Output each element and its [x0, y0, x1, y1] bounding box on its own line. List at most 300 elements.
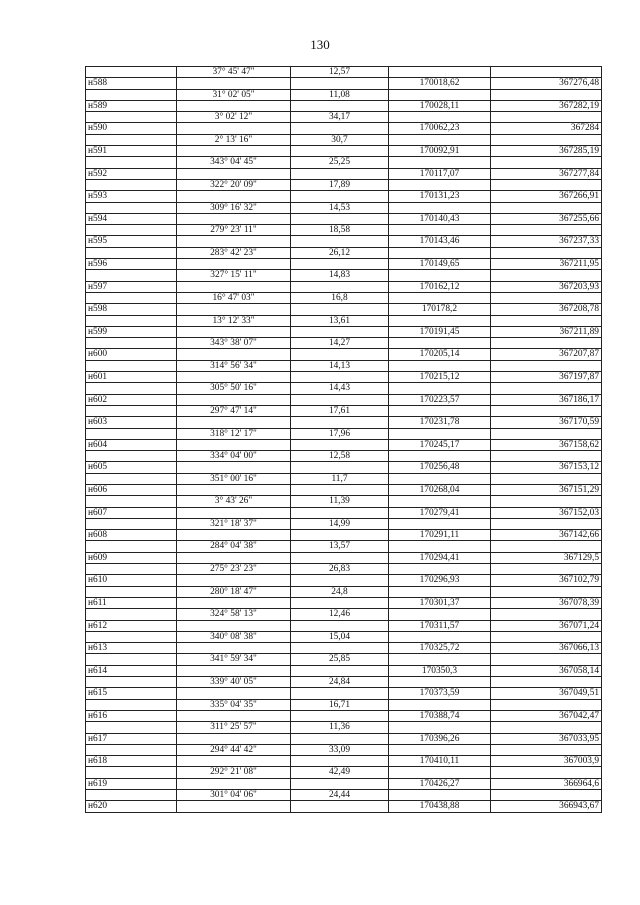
direction-angle-cell — [177, 78, 291, 89]
x-coordinate-cell: 170294,41 — [389, 552, 491, 563]
x-coordinate-cell — [389, 790, 491, 801]
y-coordinate-cell: 367066,13 — [491, 643, 602, 654]
direction-angle-cell — [177, 100, 291, 111]
x-coordinate-cell: 170149,65 — [389, 259, 491, 270]
table-row — [86, 767, 602, 778]
distance-cell: 42,49 — [291, 767, 389, 778]
point-id-cell: н595 — [86, 236, 177, 247]
table-row — [86, 372, 602, 383]
y-coordinate-cell — [491, 360, 602, 371]
x-coordinate-cell — [389, 179, 491, 190]
direction-angle-cell — [177, 643, 291, 654]
x-coordinate-cell — [389, 292, 491, 303]
point-id-cell — [86, 767, 177, 778]
point-id-cell: н590 — [86, 123, 177, 134]
distance-cell: 11,39 — [291, 496, 389, 507]
table-row — [86, 292, 602, 303]
table-row — [86, 530, 602, 541]
y-coordinate-cell — [491, 609, 602, 620]
y-coordinate-cell — [491, 744, 602, 755]
point-id-cell — [86, 360, 177, 371]
y-coordinate-cell — [491, 677, 602, 688]
y-coordinate-cell — [491, 225, 602, 236]
direction-angle-cell — [177, 756, 291, 767]
point-id-cell — [86, 631, 177, 642]
distance-cell — [291, 168, 389, 179]
x-coordinate-cell: 170311,57 — [389, 620, 491, 631]
x-coordinate-cell — [389, 315, 491, 326]
table-row — [86, 744, 602, 755]
point-id-cell: н618 — [86, 756, 177, 767]
table-row — [86, 236, 602, 247]
x-coordinate-cell — [389, 496, 491, 507]
point-id-cell — [86, 89, 177, 100]
table-row — [86, 146, 602, 157]
point-id-cell — [86, 202, 177, 213]
distance-cell: 33,09 — [291, 744, 389, 755]
y-coordinate-cell — [491, 383, 602, 394]
direction-angle-cell — [177, 778, 291, 789]
point-id-cell — [86, 112, 177, 123]
point-id-cell: н616 — [86, 710, 177, 721]
direction-angle-cell — [177, 530, 291, 541]
distance-cell — [291, 710, 389, 721]
y-coordinate-cell: 367129,5 — [491, 552, 602, 563]
direction-angle-cell: 318° 12' 17" — [177, 428, 291, 439]
distance-cell: 14,83 — [291, 270, 389, 281]
point-id-cell: н614 — [86, 665, 177, 676]
direction-angle-cell: 314° 56' 34" — [177, 360, 291, 371]
y-coordinate-cell: 367151,29 — [491, 484, 602, 495]
table-row — [86, 801, 602, 812]
direction-angle-cell — [177, 146, 291, 157]
coordinates-table — [85, 66, 602, 813]
direction-angle-cell — [177, 349, 291, 360]
table-row — [86, 643, 602, 654]
table-row — [86, 733, 602, 744]
distance-cell: 13,61 — [291, 315, 389, 326]
table-row — [86, 259, 602, 270]
distance-cell — [291, 484, 389, 495]
y-coordinate-cell: 367285,19 — [491, 146, 602, 157]
point-id-cell: н589 — [86, 100, 177, 111]
y-coordinate-cell — [491, 654, 602, 665]
point-id-cell — [86, 134, 177, 145]
table-row — [86, 620, 602, 631]
distance-cell — [291, 462, 389, 473]
x-coordinate-cell: 170410,11 — [389, 756, 491, 767]
distance-cell — [291, 326, 389, 337]
x-coordinate-cell: 170256,48 — [389, 462, 491, 473]
point-id-cell — [86, 225, 177, 236]
direction-angle-cell — [177, 462, 291, 473]
table-row — [86, 213, 602, 224]
x-coordinate-cell: 170438,88 — [389, 801, 491, 812]
point-id-cell — [86, 744, 177, 755]
direction-angle-cell — [177, 439, 291, 450]
point-id-cell: н588 — [86, 78, 177, 89]
y-coordinate-cell: 367153,12 — [491, 462, 602, 473]
y-coordinate-cell: 367208,78 — [491, 304, 602, 315]
y-coordinate-cell: 367207,87 — [491, 349, 602, 360]
x-coordinate-cell: 170223,57 — [389, 394, 491, 405]
distance-cell: 14,53 — [291, 202, 389, 213]
table-row — [86, 564, 602, 575]
table-row — [86, 552, 602, 563]
x-coordinate-cell — [389, 225, 491, 236]
table-row — [86, 394, 602, 405]
distance-cell — [291, 801, 389, 812]
y-coordinate-cell — [491, 473, 602, 484]
table-row — [86, 78, 602, 89]
y-coordinate-cell — [491, 179, 602, 190]
point-id-cell: н593 — [86, 191, 177, 202]
table-row — [86, 790, 602, 801]
y-coordinate-cell: 367170,59 — [491, 417, 602, 428]
x-coordinate-cell: 170245,17 — [389, 439, 491, 450]
direction-angle-cell: 31° 02' 05" — [177, 89, 291, 100]
table-row — [86, 609, 602, 620]
point-id-cell — [86, 383, 177, 394]
x-coordinate-cell: 170388,74 — [389, 710, 491, 721]
table-row — [86, 112, 602, 123]
x-coordinate-cell — [389, 631, 491, 642]
distance-cell: 24,84 — [291, 677, 389, 688]
y-coordinate-cell — [491, 496, 602, 507]
point-id-cell — [86, 405, 177, 416]
point-id-cell — [86, 586, 177, 597]
x-coordinate-cell — [389, 157, 491, 168]
point-id-cell — [86, 609, 177, 620]
x-coordinate-cell — [389, 609, 491, 620]
direction-angle-cell — [177, 372, 291, 383]
point-id-cell: н601 — [86, 372, 177, 383]
point-id-cell: н613 — [86, 643, 177, 654]
x-coordinate-cell: 170178,2 — [389, 304, 491, 315]
distance-cell — [291, 349, 389, 360]
direction-angle-cell — [177, 191, 291, 202]
y-coordinate-cell: 367071,24 — [491, 620, 602, 631]
x-coordinate-cell: 170117,07 — [389, 168, 491, 179]
point-id-cell: н592 — [86, 168, 177, 179]
point-id-cell: н599 — [86, 326, 177, 337]
direction-angle-cell: 292° 21' 08" — [177, 767, 291, 778]
table-row — [86, 778, 602, 789]
y-coordinate-cell: 366943,67 — [491, 801, 602, 812]
table-row — [86, 462, 602, 473]
table-row — [86, 405, 602, 416]
x-coordinate-cell: 170426,27 — [389, 778, 491, 789]
distance-cell: 13,57 — [291, 541, 389, 552]
direction-angle-cell — [177, 326, 291, 337]
point-id-cell: н600 — [86, 349, 177, 360]
direction-angle-cell: 280° 18' 47" — [177, 586, 291, 597]
y-coordinate-cell — [491, 247, 602, 258]
y-coordinate-cell — [491, 315, 602, 326]
x-coordinate-cell — [389, 586, 491, 597]
x-coordinate-cell — [389, 518, 491, 529]
distance-cell — [291, 756, 389, 767]
y-coordinate-cell: 367142,66 — [491, 530, 602, 541]
table-row — [86, 439, 602, 450]
direction-angle-cell — [177, 597, 291, 608]
distance-cell: 12,58 — [291, 451, 389, 462]
point-id-cell: н603 — [86, 417, 177, 428]
y-coordinate-cell: 367284 — [491, 123, 602, 134]
x-coordinate-cell — [389, 338, 491, 349]
y-coordinate-cell — [491, 451, 602, 462]
distance-cell — [291, 417, 389, 428]
direction-angle-cell: 351° 00' 16" — [177, 473, 291, 484]
point-id-cell: н602 — [86, 394, 177, 405]
y-coordinate-cell: 367277,84 — [491, 168, 602, 179]
y-coordinate-cell: 367266,91 — [491, 191, 602, 202]
direction-angle-cell — [177, 665, 291, 676]
y-coordinate-cell: 367102,79 — [491, 575, 602, 586]
y-coordinate-cell — [491, 67, 602, 78]
distance-cell — [291, 597, 389, 608]
direction-angle-cell: 37° 45' 47" — [177, 67, 291, 78]
x-coordinate-cell — [389, 134, 491, 145]
table-row — [86, 677, 602, 688]
direction-angle-cell — [177, 281, 291, 292]
y-coordinate-cell: 367158,62 — [491, 439, 602, 450]
distance-cell: 14,13 — [291, 360, 389, 371]
y-coordinate-cell — [491, 767, 602, 778]
direction-angle-cell: 341° 59' 34" — [177, 654, 291, 665]
distance-cell: 30,7 — [291, 134, 389, 145]
direction-angle-cell: 301° 04' 06" — [177, 790, 291, 801]
distance-cell — [291, 146, 389, 157]
distance-cell: 26,12 — [291, 247, 389, 258]
table-row — [86, 281, 602, 292]
table-row — [86, 699, 602, 710]
direction-angle-cell: 13° 12' 33" — [177, 315, 291, 326]
point-id-cell — [86, 270, 177, 281]
x-coordinate-cell: 170162,12 — [389, 281, 491, 292]
y-coordinate-cell: 367003,9 — [491, 756, 602, 767]
table-row — [86, 89, 602, 100]
x-coordinate-cell: 170373,59 — [389, 688, 491, 699]
direction-angle-cell: 322° 20' 09" — [177, 179, 291, 190]
point-id-cell: н606 — [86, 484, 177, 495]
distance-cell: 25,85 — [291, 654, 389, 665]
distance-cell: 18,58 — [291, 225, 389, 236]
x-coordinate-cell — [389, 451, 491, 462]
distance-cell — [291, 191, 389, 202]
direction-angle-cell: 343° 38' 07" — [177, 338, 291, 349]
y-coordinate-cell — [491, 518, 602, 529]
y-coordinate-cell: 367152,03 — [491, 507, 602, 518]
direction-angle-cell — [177, 801, 291, 812]
direction-angle-cell: 297° 47' 14" — [177, 405, 291, 416]
distance-cell: 24,8 — [291, 586, 389, 597]
y-coordinate-cell — [491, 428, 602, 439]
x-coordinate-cell — [389, 677, 491, 688]
point-id-cell: н598 — [86, 304, 177, 315]
x-coordinate-cell: 170028,11 — [389, 100, 491, 111]
direction-angle-cell: 294° 44' 42" — [177, 744, 291, 755]
x-coordinate-cell — [389, 202, 491, 213]
point-id-cell — [86, 247, 177, 258]
y-coordinate-cell — [491, 699, 602, 710]
distance-cell: 11,08 — [291, 89, 389, 100]
distance-cell — [291, 688, 389, 699]
direction-angle-cell — [177, 236, 291, 247]
y-coordinate-cell — [491, 89, 602, 100]
point-id-cell: н609 — [86, 552, 177, 563]
distance-cell — [291, 530, 389, 541]
y-coordinate-cell — [491, 157, 602, 168]
point-id-cell — [86, 699, 177, 710]
direction-angle-cell: 305° 50' 16" — [177, 383, 291, 394]
table-row — [86, 202, 602, 213]
y-coordinate-cell: 367042,47 — [491, 710, 602, 721]
table-row — [86, 326, 602, 337]
table-row — [86, 451, 602, 462]
distance-cell — [291, 304, 389, 315]
direction-angle-cell — [177, 575, 291, 586]
point-id-cell — [86, 338, 177, 349]
y-coordinate-cell — [491, 202, 602, 213]
x-coordinate-cell: 170325,72 — [389, 643, 491, 654]
distance-cell — [291, 665, 389, 676]
point-id-cell: н596 — [86, 259, 177, 270]
table-row — [86, 654, 602, 665]
table-row — [86, 157, 602, 168]
point-id-cell: н612 — [86, 620, 177, 631]
distance-cell — [291, 733, 389, 744]
distance-cell — [291, 620, 389, 631]
y-coordinate-cell: 367211,89 — [491, 326, 602, 337]
point-id-cell: н611 — [86, 597, 177, 608]
point-id-cell: н604 — [86, 439, 177, 450]
point-id-cell: н608 — [86, 530, 177, 541]
table-row — [86, 168, 602, 179]
table-row — [86, 304, 602, 315]
point-id-cell — [86, 67, 177, 78]
distance-cell — [291, 259, 389, 270]
x-coordinate-cell — [389, 541, 491, 552]
table-row — [86, 756, 602, 767]
direction-angle-cell: 324° 58' 13" — [177, 609, 291, 620]
distance-cell — [291, 281, 389, 292]
table-row — [86, 67, 602, 78]
table-row — [86, 417, 602, 428]
direction-angle-cell: 16° 47' 03" — [177, 292, 291, 303]
direction-angle-cell: 2° 13' 16" — [177, 134, 291, 145]
table-row — [86, 179, 602, 190]
x-coordinate-cell — [389, 564, 491, 575]
direction-angle-cell: 279° 23' 11" — [177, 225, 291, 236]
direction-angle-cell — [177, 168, 291, 179]
x-coordinate-cell: 170143,46 — [389, 236, 491, 247]
y-coordinate-cell: 367049,51 — [491, 688, 602, 699]
x-coordinate-cell: 170191,45 — [389, 326, 491, 337]
table-row — [86, 507, 602, 518]
table-row — [86, 586, 602, 597]
table-row — [86, 100, 602, 111]
x-coordinate-cell — [389, 405, 491, 416]
x-coordinate-cell: 170301,37 — [389, 597, 491, 608]
point-id-cell — [86, 518, 177, 529]
distance-cell — [291, 100, 389, 111]
point-id-cell — [86, 541, 177, 552]
y-coordinate-cell — [491, 405, 602, 416]
point-id-cell: н610 — [86, 575, 177, 586]
direction-angle-cell: 343° 04' 45" — [177, 157, 291, 168]
distance-cell: 34,17 — [291, 112, 389, 123]
point-id-cell: н605 — [86, 462, 177, 473]
table-row — [86, 710, 602, 721]
y-coordinate-cell — [491, 112, 602, 123]
point-id-cell — [86, 315, 177, 326]
table-row — [86, 484, 602, 495]
x-coordinate-cell — [389, 89, 491, 100]
distance-cell: 14,43 — [291, 383, 389, 394]
x-coordinate-cell: 170291,11 — [389, 530, 491, 541]
point-id-cell: н597 — [86, 281, 177, 292]
x-coordinate-cell: 170140,43 — [389, 213, 491, 224]
distance-cell: 17,89 — [291, 179, 389, 190]
direction-angle-cell: 3° 02' 12" — [177, 112, 291, 123]
direction-angle-cell: 334° 04' 00" — [177, 451, 291, 462]
direction-angle-cell: 284° 04' 38" — [177, 541, 291, 552]
y-coordinate-cell — [491, 134, 602, 145]
x-coordinate-cell — [389, 360, 491, 371]
point-id-cell: н594 — [86, 213, 177, 224]
distance-cell — [291, 575, 389, 586]
point-id-cell: н617 — [86, 733, 177, 744]
table-row — [86, 496, 602, 507]
direction-angle-cell — [177, 710, 291, 721]
direction-angle-cell: 327° 15' 11" — [177, 270, 291, 281]
y-coordinate-cell: 367276,48 — [491, 78, 602, 89]
direction-angle-cell — [177, 394, 291, 405]
point-id-cell: н607 — [86, 507, 177, 518]
y-coordinate-cell: 367255,66 — [491, 213, 602, 224]
table-row — [86, 247, 602, 258]
point-id-cell — [86, 677, 177, 688]
x-coordinate-cell — [389, 744, 491, 755]
y-coordinate-cell — [491, 292, 602, 303]
distance-cell — [291, 394, 389, 405]
distance-cell — [291, 236, 389, 247]
table-row — [86, 349, 602, 360]
table-row — [86, 383, 602, 394]
x-coordinate-cell — [389, 654, 491, 665]
distance-cell: 17,96 — [291, 428, 389, 439]
x-coordinate-cell: 170396,26 — [389, 733, 491, 744]
table-row — [86, 123, 602, 134]
direction-angle-cell: 3° 43' 26" — [177, 496, 291, 507]
x-coordinate-cell — [389, 722, 491, 733]
table-row — [86, 597, 602, 608]
x-coordinate-cell: 170279,41 — [389, 507, 491, 518]
direction-angle-cell — [177, 123, 291, 134]
table-row — [86, 225, 602, 236]
x-coordinate-cell: 170350,3 — [389, 665, 491, 676]
table-row — [86, 541, 602, 552]
y-coordinate-cell: 367282,19 — [491, 100, 602, 111]
point-id-cell — [86, 790, 177, 801]
distance-cell — [291, 778, 389, 789]
direction-angle-cell — [177, 213, 291, 224]
x-coordinate-cell — [389, 699, 491, 710]
distance-cell — [291, 439, 389, 450]
x-coordinate-cell: 170215,12 — [389, 372, 491, 383]
x-coordinate-cell — [389, 428, 491, 439]
